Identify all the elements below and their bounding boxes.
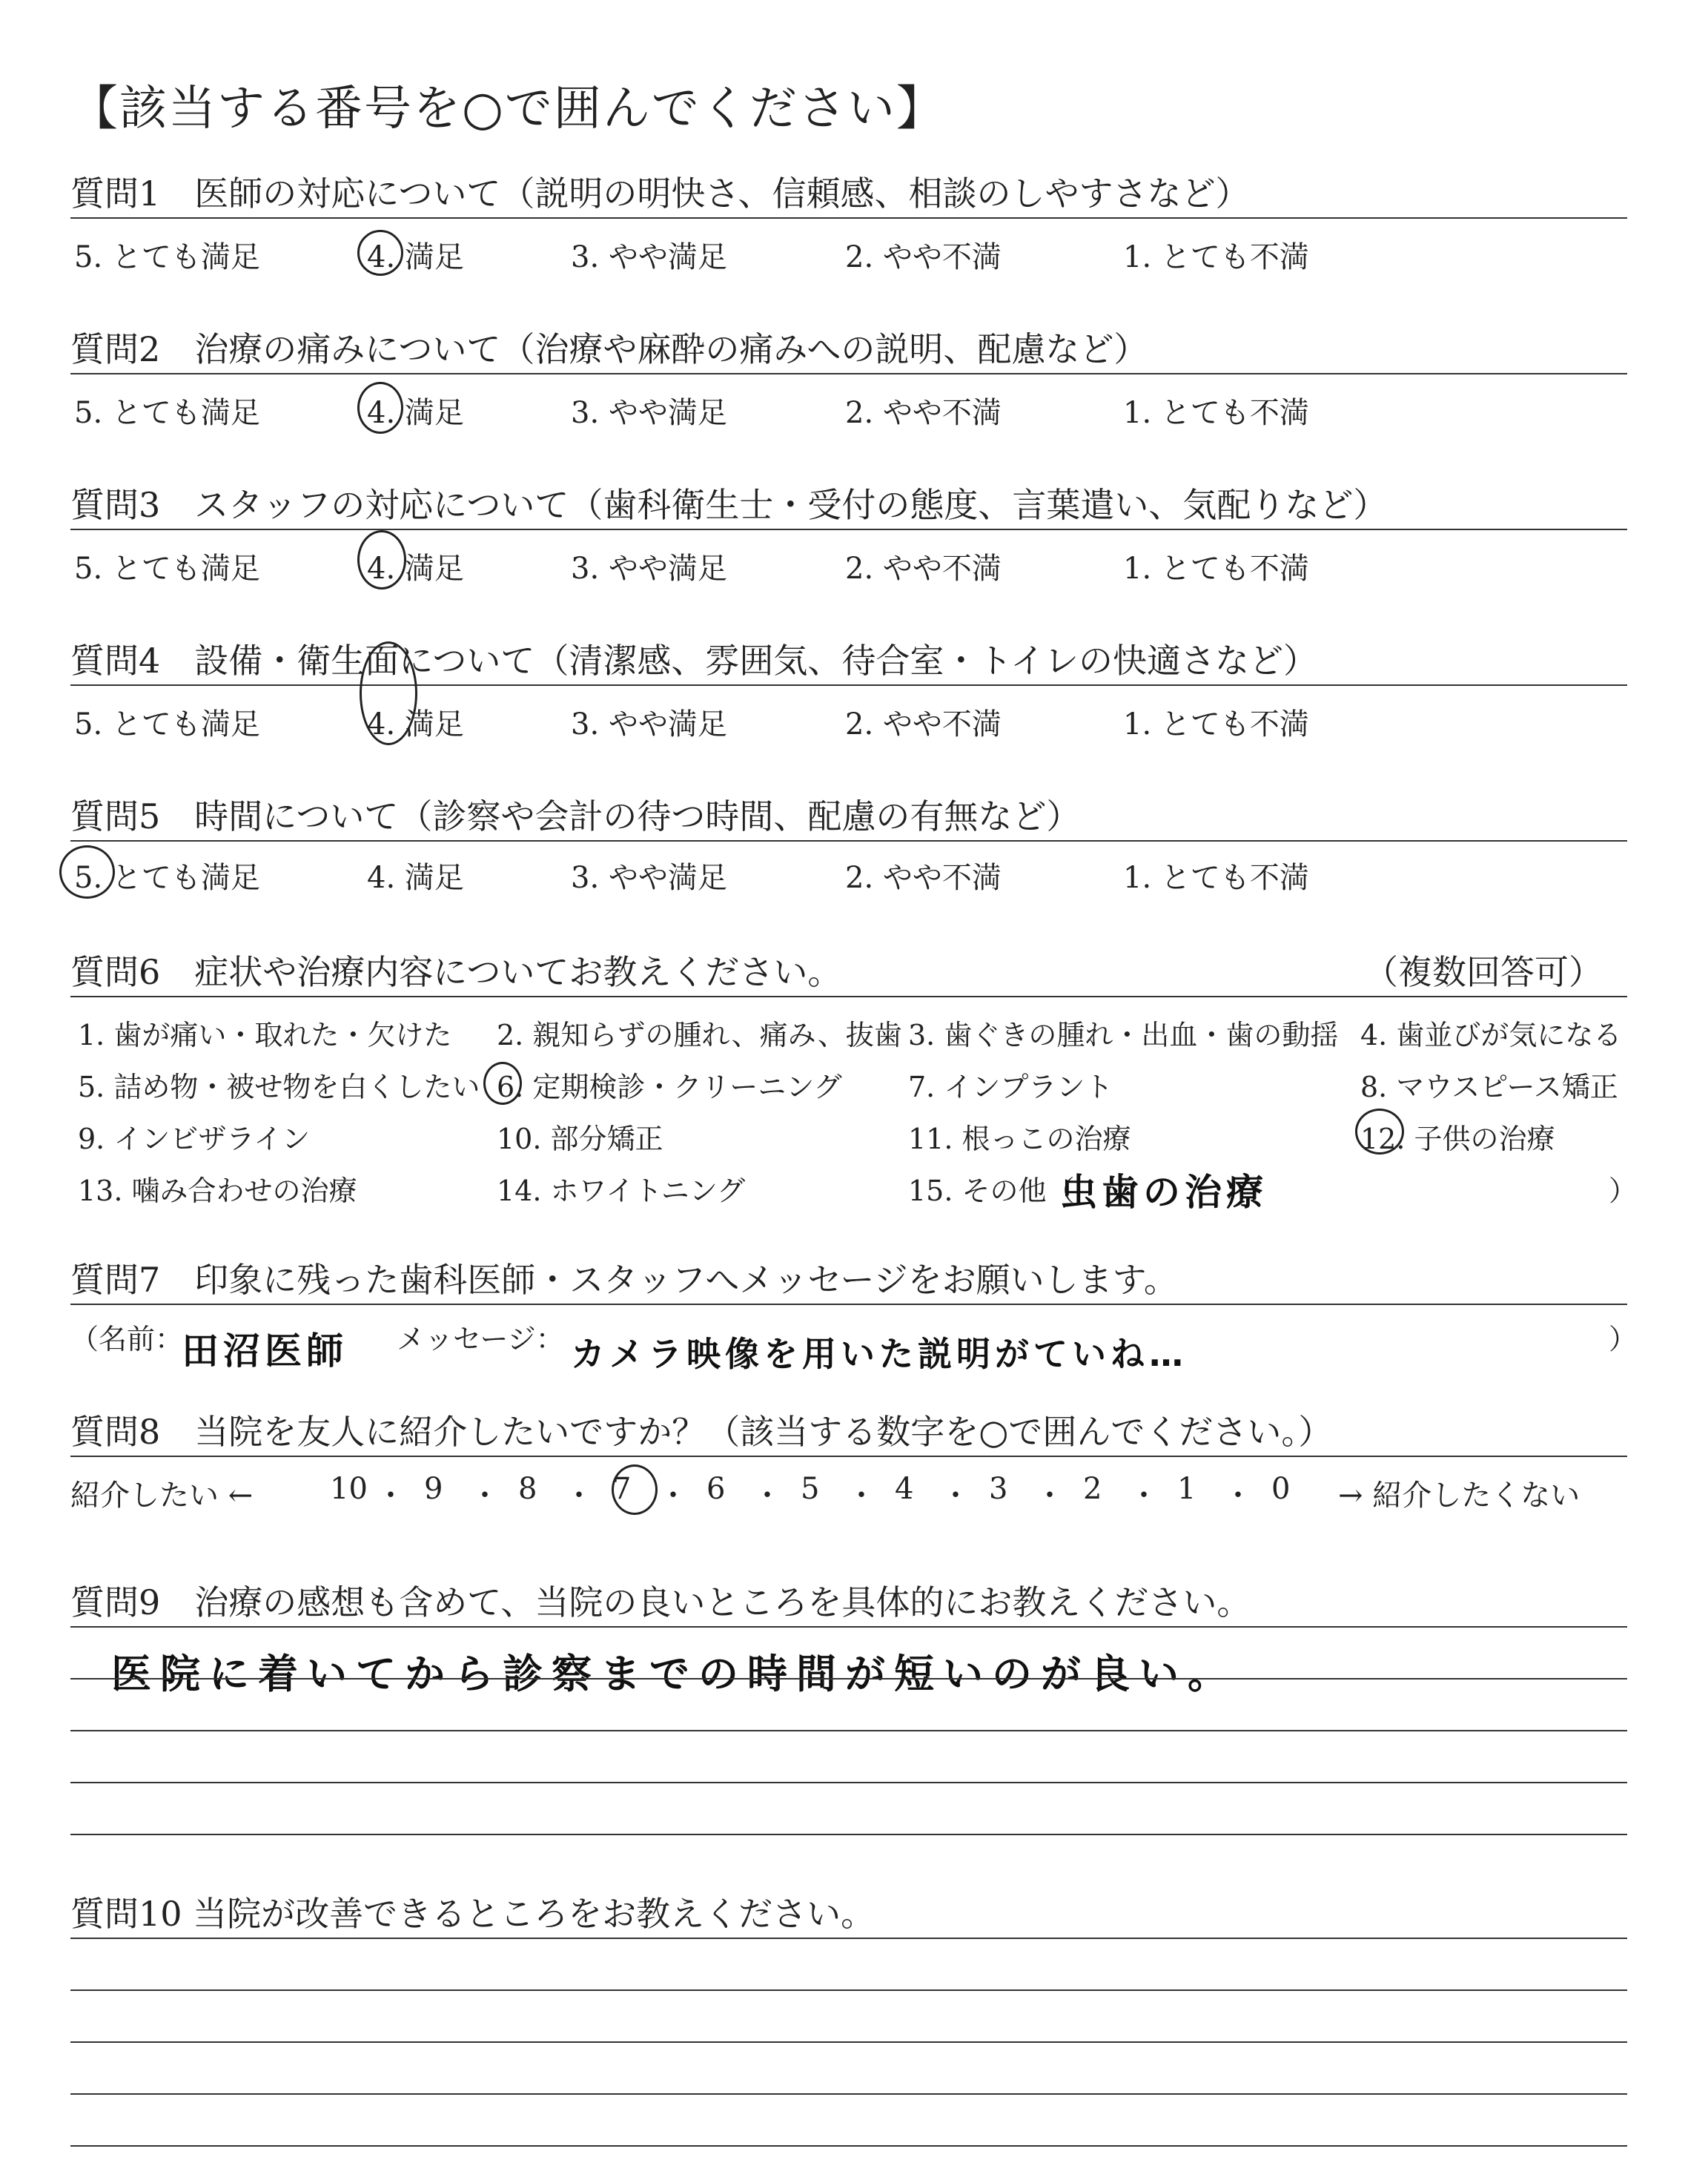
q8-scale-7[interactable]: 7 (612, 1472, 632, 1506)
q9-rule (70, 1626, 1627, 1628)
q8-scale-separator: ・ (752, 1479, 782, 1513)
q9-line-1 (70, 1678, 1627, 1680)
page-title: 【該当する番号を○で囲んでください】 (70, 82, 945, 136)
q2-answer-circle (357, 382, 403, 434)
q8-left-label: 紹介したい ← (70, 1479, 254, 1513)
q4-heading: 質問4 設備・衛生面について（清潔感、雰囲気、待合室・トイレの快適さなど） (70, 641, 1318, 681)
q6-other-answer[interactable]: 虫歯の治療 (1060, 1171, 1268, 1214)
q7-message-value[interactable]: カメラ映像を用いた説明がていね… (571, 1334, 1188, 1374)
q2-option-5[interactable]: 5. とても満足 (74, 396, 260, 430)
q6-option-1[interactable]: 1. 歯が痛い・取れた・欠けた (78, 1019, 452, 1051)
q6-note: （複数回答可） (1364, 952, 1603, 992)
q6-option-12[interactable]: 12. 子供の治療 (1360, 1123, 1555, 1155)
q8-scale-separator: ・ (1223, 1479, 1253, 1513)
q3-option-2[interactable]: 2. やや不満 (845, 552, 1002, 586)
q9-line-2 (70, 1730, 1627, 1731)
q5-option-2[interactable]: 2. やや不満 (845, 861, 1002, 895)
q9-answer[interactable]: 医院に着いてから診察までの時間が短いのが良い。 (111, 1651, 1237, 1697)
q5-option-5[interactable]: 5. とても満足 (74, 861, 260, 895)
q3-heading: 質問3 スタッフの対応について（歯科衛生士・受付の態度、言葉遣い、気配りなど） (70, 485, 1388, 525)
q7-message-label: メッセージ： (397, 1323, 564, 1355)
q1-option-2[interactable]: 2. やや不満 (845, 240, 1002, 274)
q1-answer-circle (357, 230, 403, 276)
q8-scale-4[interactable]: 4 (895, 1472, 914, 1506)
q6-option-14[interactable]: 14. ホワイトニング (497, 1175, 746, 1207)
q6-option-8[interactable]: 8. マウスピース矯正 (1360, 1071, 1618, 1103)
q5-rule (70, 840, 1627, 842)
q3-option-1[interactable]: 1. とても不満 (1123, 552, 1309, 586)
q8-scale-separator: ・ (376, 1479, 406, 1513)
q8-scale-1[interactable]: 1 (1177, 1472, 1196, 1506)
q9-line-3 (70, 1782, 1627, 1783)
q8-scale-separator: ・ (847, 1479, 876, 1513)
q8-rule (70, 1456, 1627, 1457)
q2-option-2[interactable]: 2. やや不満 (845, 396, 1002, 430)
q8-scale-separator: ・ (658, 1479, 688, 1513)
q1-option-3[interactable]: 3. やや満足 (571, 240, 727, 274)
q8-scale-10[interactable]: 10 (330, 1472, 368, 1506)
q1-heading: 質問1 医師の対応について（説明の明快さ、信頼感、相談のしやすさなど） (70, 174, 1250, 214)
q10-rule (70, 1938, 1627, 1939)
q6-option-13[interactable]: 13. 噛み合わせの治療 (78, 1175, 357, 1207)
q10-line-2 (70, 2041, 1627, 2043)
q4-option-1[interactable]: 1. とても不満 (1123, 707, 1309, 742)
q8-scale-8[interactable]: 8 (518, 1472, 537, 1506)
q5-heading: 質問5 時間について（診察や会計の待つ時間、配慮の有無など） (70, 796, 1081, 836)
q6-answer-circle-12 (1355, 1109, 1404, 1155)
q5-option-1[interactable]: 1. とても不満 (1123, 861, 1309, 895)
q10-heading: 質問10 当院が改善できるところをお教えください。 (70, 1894, 875, 1934)
q6-option-3[interactable]: 3. 歯ぐきの腫れ・出血・歯の動揺 (908, 1019, 1339, 1051)
q1-rule (70, 217, 1627, 219)
q6-answer-circle-6 (483, 1062, 522, 1105)
q8-scale-separator: ・ (941, 1479, 970, 1513)
q10-line-4 (70, 2145, 1627, 2147)
q8-right-label: → 紹介したくない (1338, 1479, 1580, 1513)
q7-close: ） (1609, 1323, 1638, 1355)
q9-heading: 質問9 治療の感想も含めて、当院の良いところを具体的にお教えください。 (70, 1582, 1251, 1622)
q8-answer-circle (612, 1464, 658, 1515)
q8-scale-separator: ・ (1035, 1479, 1065, 1513)
q4-option-3[interactable]: 3. やや満足 (571, 707, 727, 742)
q10-line-3 (70, 2093, 1627, 2095)
q6-option-9[interactable]: 9. インビザライン (78, 1123, 311, 1155)
q2-option-3[interactable]: 3. やや満足 (571, 396, 727, 430)
q6-option-5[interactable]: 5. 詰め物・被せ物を白くしたい (78, 1071, 480, 1103)
q6-rule (70, 996, 1627, 997)
q6-option-4[interactable]: 4. 歯並びが気になる (1360, 1019, 1622, 1051)
q4-rule (70, 684, 1627, 686)
q6-option-6[interactable]: 6. 定期検診・クリーニング (497, 1071, 842, 1103)
q3-answer-circle (357, 530, 406, 589)
q6-option-11[interactable]: 11. 根っこの治療 (908, 1123, 1131, 1155)
q8-scale-separator: ・ (1129, 1479, 1159, 1513)
q3-option-4[interactable]: 4. 満足 (367, 552, 464, 586)
q6-option-10[interactable]: 10. 部分矯正 (497, 1123, 663, 1155)
q6-other-close: ） (1609, 1175, 1638, 1207)
q8-heading: 質問8 当院を友人に紹介したいですか？（該当する数字を○で囲んでください。） (70, 1412, 1333, 1452)
q8-scale-0[interactable]: 0 (1271, 1472, 1291, 1506)
q4-answer-circle (360, 641, 417, 745)
q8-scale-6[interactable]: 6 (706, 1472, 726, 1506)
q3-rule (70, 529, 1627, 530)
q5-option-4[interactable]: 4. 満足 (367, 861, 464, 895)
q1-option-1[interactable]: 1. とても不満 (1123, 240, 1309, 274)
q8-scale-2[interactable]: 2 (1083, 1472, 1102, 1506)
q6-option-2[interactable]: 2. 親知らずの腫れ、痛み、抜歯 (497, 1019, 902, 1051)
q3-option-5[interactable]: 5. とても満足 (74, 552, 260, 586)
q4-option-4[interactable]: 4. 満足 (367, 707, 464, 742)
q6-heading: 質問6 症状や治療内容についてお教えください。 (70, 952, 842, 992)
q8-scale-separator: ・ (564, 1479, 594, 1513)
q7-rule (70, 1304, 1627, 1305)
q8-scale-9[interactable]: 9 (424, 1472, 443, 1506)
q2-heading: 質問2 治療の痛みについて（治療や麻酔の痛みへの説明、配慮など） (70, 329, 1148, 369)
q4-option-5[interactable]: 5. とても満足 (74, 707, 260, 742)
q6-option-7[interactable]: 7. インプラント (908, 1071, 1113, 1103)
q8-scale-3[interactable]: 3 (989, 1472, 1008, 1506)
q7-heading: 質問7 印象に残った歯科医師・スタッフへメッセージをお願いします。 (70, 1260, 1178, 1300)
q1-option-4[interactable]: 4. 満足 (367, 240, 464, 274)
q2-option-4[interactable]: 4. 満足 (367, 396, 464, 430)
q5-answer-circle (59, 845, 115, 899)
q7-name-label: （名前： (70, 1323, 184, 1355)
q8-scale-separator: ・ (470, 1479, 500, 1513)
q2-option-1[interactable]: 1. とても不満 (1123, 396, 1309, 430)
q3-option-3[interactable]: 3. やや満足 (571, 552, 727, 586)
q1-option-5[interactable]: 5. とても満足 (74, 240, 260, 274)
q9-line-4 (70, 1834, 1627, 1835)
q5-option-3[interactable]: 3. やや満足 (571, 861, 727, 895)
q6-option-15[interactable]: 15. その他（ (908, 1175, 1075, 1207)
q4-option-2[interactable]: 2. やや不満 (845, 707, 1002, 742)
q10-line-1 (70, 1989, 1627, 1991)
q8-scale-5[interactable]: 5 (801, 1472, 820, 1506)
q2-rule (70, 373, 1627, 374)
q7-name-value[interactable]: 田沼医師 (182, 1330, 348, 1373)
